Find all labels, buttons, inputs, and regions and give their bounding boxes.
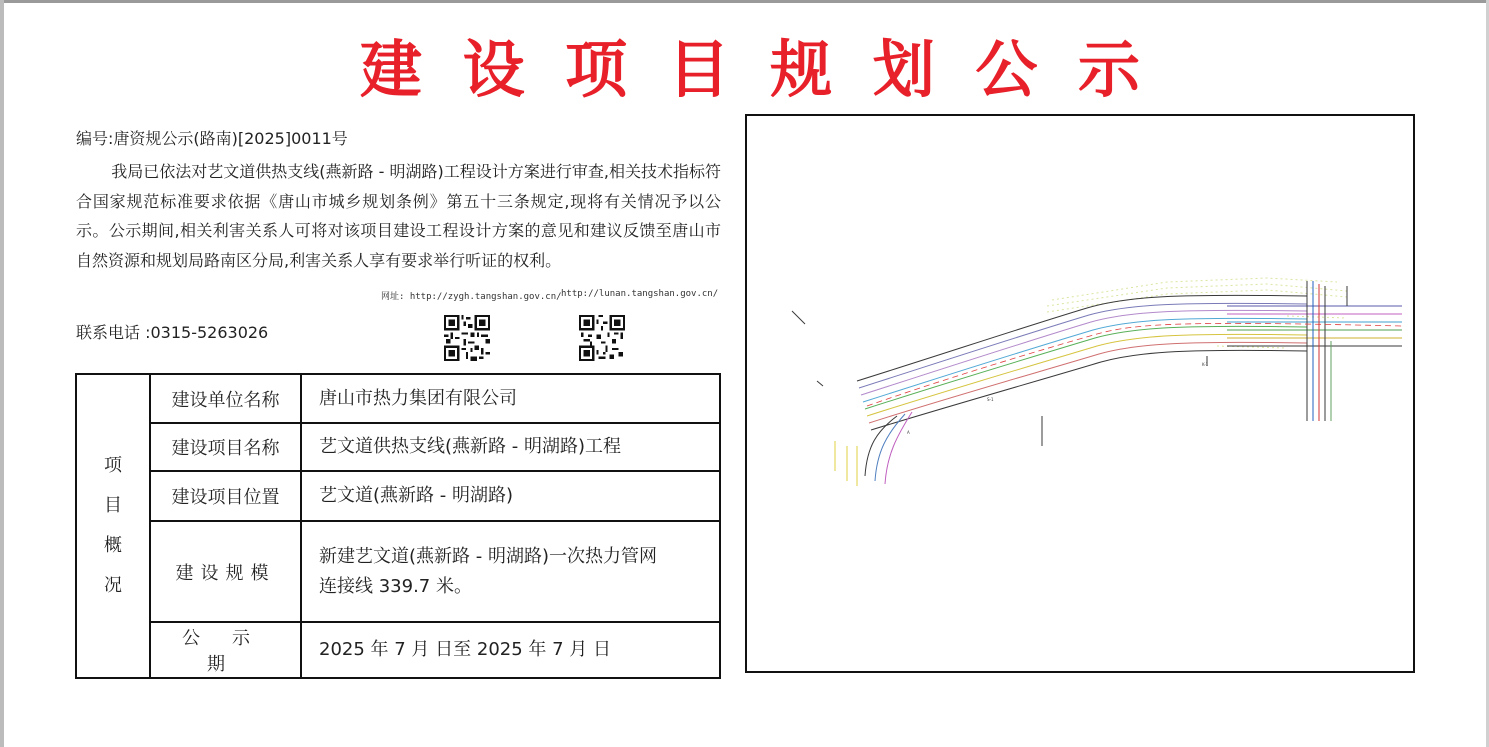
- category-char: 项: [104, 455, 122, 476]
- value-publicity-period: 2025 年 7 月 日至 2025 年 7 月 日: [301, 622, 720, 678]
- label-project-location: 建设项目位置: [150, 471, 301, 521]
- title-char: 划: [872, 32, 935, 106]
- project-overview-table: [75, 373, 721, 679]
- window-left-border: [0, 0, 4, 747]
- svg-text:K-1: K-1: [1202, 362, 1209, 367]
- title-char: 示: [1077, 32, 1140, 106]
- category-char: 况: [104, 575, 122, 596]
- table-row: [76, 374, 720, 423]
- window-top-border: [0, 0, 1489, 3]
- qr-code-icon: [444, 315, 490, 361]
- label-project-name: 建设项目名称: [150, 423, 301, 471]
- road-plan-image: [747, 116, 1413, 671]
- contact-phone: 联系电话 :0315-5263026: [76, 323, 269, 342]
- page-title: [360, 24, 1140, 104]
- svg-text:S-1: S-1: [987, 397, 994, 402]
- table-row: [76, 521, 720, 622]
- title-char: 项: [565, 32, 628, 106]
- svg-text:A: A: [907, 430, 910, 435]
- website-link-zygh[interactable]: 网址: http://zygh.tangshan.gov.cn/: [381, 292, 562, 302]
- value-construction-scale: [301, 521, 720, 622]
- title-char: 设: [462, 32, 525, 106]
- table-row: [76, 622, 720, 678]
- label-publicity-period: 公示期: [150, 622, 301, 678]
- label-construction-unit: 建设单位名称: [150, 374, 301, 423]
- title-char: 目: [667, 32, 730, 106]
- qr-code-icon: [579, 315, 625, 361]
- site-plan-drawing: [745, 114, 1415, 673]
- scale-line: 连接线 339.7 米。: [319, 575, 472, 597]
- label-construction-scale: 建设规模: [150, 521, 301, 622]
- notice-body: 我局已依法对艺文道供热支线(燕新路 - 明湖路)工程设计方案进行审查,相关技术指标符合国家规范标准要求依据《唐山市城乡规划条例》第五十三条规定,现将有关情况予以公示。公示期间,相关利害关系人可将对该项目建设工程设计方案的意见和建议反馈至唐山市自然资源和规划局路南区分局,利害关系人享有要求举行听证的权利。: [76, 162, 721, 270]
- table-row: [76, 423, 720, 471]
- value-project-name: 艺文道供热支线(燕新路 - 明湖路)工程: [301, 423, 720, 471]
- scale-line: 新建艺文道(燕新路 - 明湖路)一次热力管网: [319, 545, 657, 567]
- value-construction-unit: 唐山市热力集团有限公司: [301, 374, 720, 423]
- title-char: 公: [975, 32, 1038, 106]
- document-number: 编号:唐资规公示(路南)[2025]0011号: [76, 129, 348, 148]
- category-cell: [76, 374, 150, 678]
- value-project-location: 艺文道(燕新路 - 明湖路): [301, 471, 720, 521]
- table-row: [76, 471, 720, 521]
- category-char: 目: [104, 495, 122, 516]
- category-char: 概: [104, 535, 122, 556]
- title-char: 建: [360, 32, 423, 106]
- title-char: 规: [770, 32, 833, 106]
- website-link-lunan[interactable]: http://lunan.tangshan.gov.cn/: [561, 289, 719, 299]
